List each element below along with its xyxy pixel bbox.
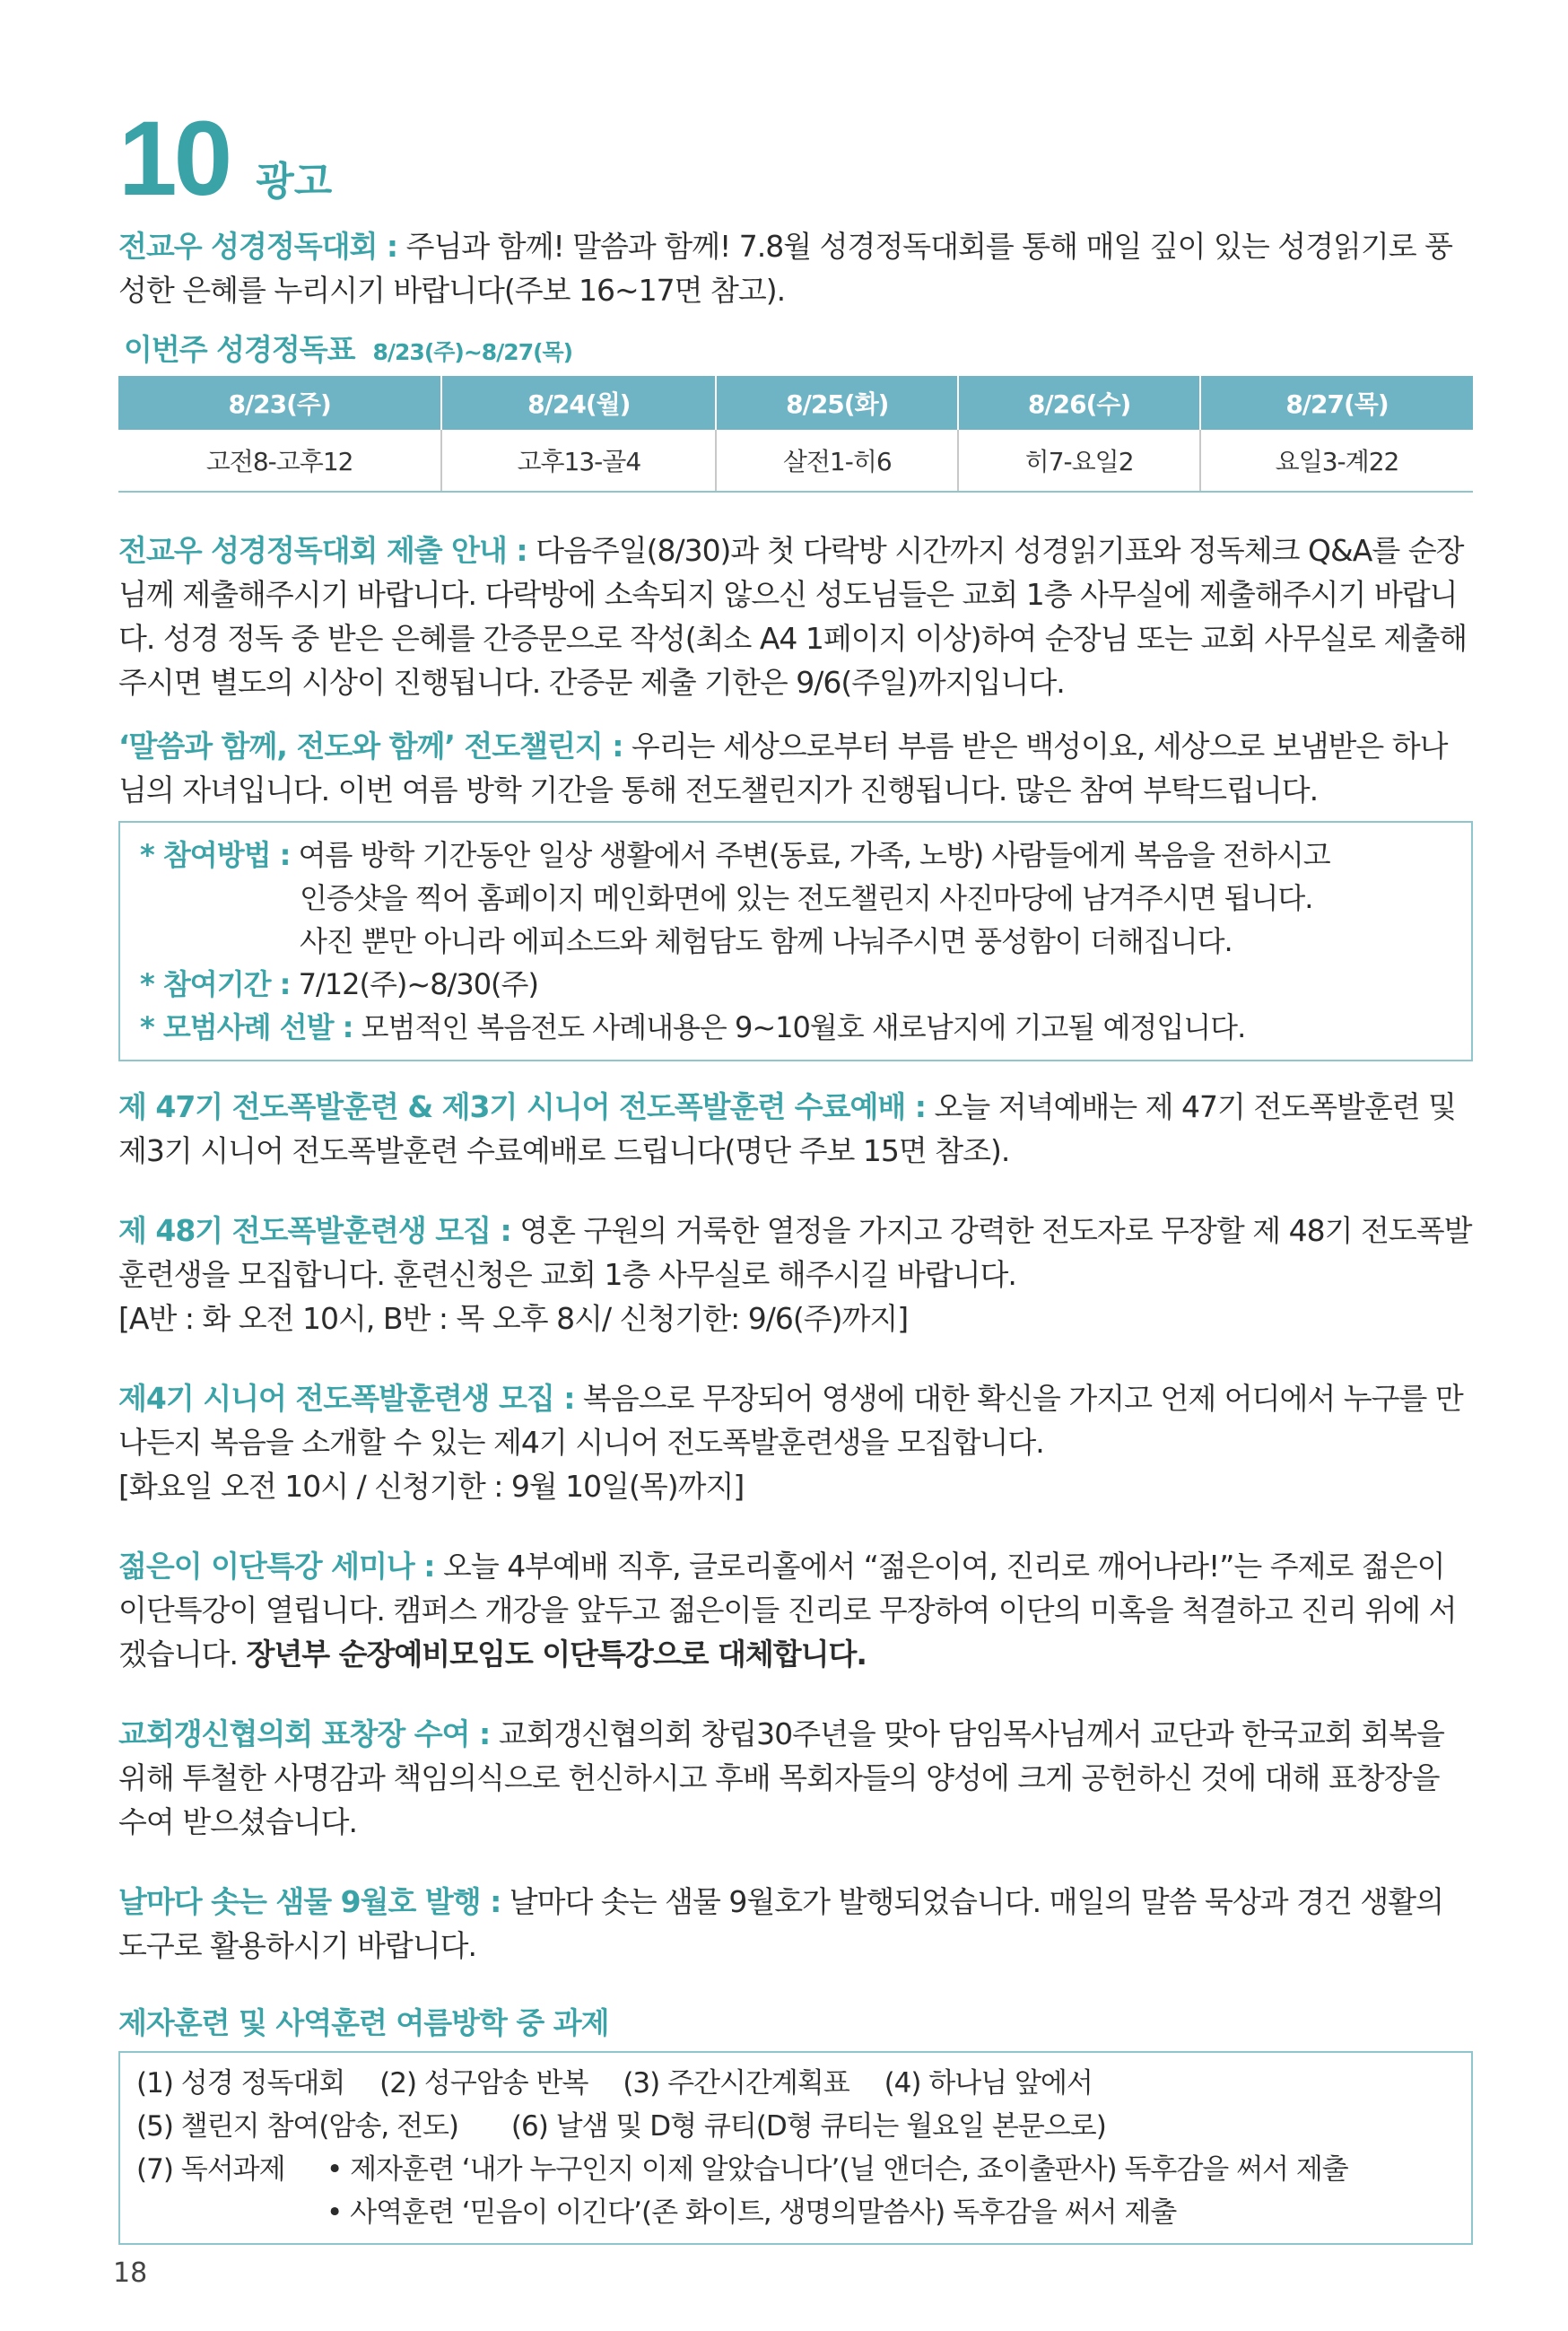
announcement-text [118,1209,1473,1296]
tasks-box [118,2051,1473,2245]
announcement-title: ‘말씀과 함께, 전도와 함께’ 전도챌린지 : [118,729,623,764]
announcement-body: 영혼 구원의 거룩한 열정을 가지고 강력한 전도자로 무장할 제 48기 전도폭발훈련생을 모집합니다. 훈련신청은 교회 1층 사무실로 해주시길 바랍니다. [118,1213,1472,1292]
table-header-cell: 8/27(목) [1200,376,1473,430]
method-label: * 참여방법 : [140,838,291,872]
method-line: 사진 뿐만 아니라 에피소드와 체험담도 함께 나눠주시면 풍성함이 더해집니다. [300,924,1233,958]
table-cell: 요일3-계22 [1200,430,1473,492]
participation-method [140,834,1451,877]
reading-table-range: 8/23(주)~8/27(목) [372,339,573,365]
announcement-body: 오늘 저녁예배는 제 47기 전도폭발훈련 및 제3기 시니어 전도폭발훈련 수료예배로 드립니다(명단 주보 15면 참조). [118,1089,1456,1168]
announcement-heresy-seminar [118,1544,1473,1676]
announcement-body: 우리는 세상으로부터 부름 받은 백성이요, 세상으로 보냄받은 하나님의 자녀입니다. 이번 여름 방학 기간을 통해 전도챌린지가 진행됩니다. 많은 참여 부탁드립니다. [118,729,1448,808]
table-cell: 살전1-히6 [716,430,958,492]
announcements [118,224,1473,2245]
announcement-title: 제 47기 전도폭발훈련 & 제3기 시니어 전도폭발훈련 수료예배 : [118,1089,926,1124]
task-item: (5) 챌린지 참여(암송, 전도) [136,2110,459,2143]
task-item: (1) 성경 정독대회 [136,2067,345,2100]
task-item: • 사역훈련 ‘믿음이 이긴다’(존 화이트, 생명의말씀사) 독후감을 써서 제출 [327,2196,1177,2229]
announcement-title: 전교우 성경정독대회 : [118,229,398,264]
table-header-row [118,376,1473,430]
page-number: 18 [113,2257,148,2289]
best-case-selection [140,1006,1451,1049]
announcement-evangelism-challenge [118,724,1473,812]
section-number: 10 [118,100,230,218]
task-item: (2) 성구암송 반복 [379,2067,588,2100]
task-item: (4) 하나님 앞에서 [884,2067,1093,2100]
table-row [118,430,1473,492]
reading-table-heading [124,327,1473,369]
announcement-award [118,1712,1473,1844]
task-label: (7) 독서과제 [136,2153,285,2186]
announcement-reading-contest [118,224,1473,312]
announcement-senior-ee-recruit [118,1376,1473,1508]
tasks-row [136,2105,1455,2148]
announcement-text [118,1376,1473,1464]
announcement-title: 전교우 성경정독대회 제출 안내 : [118,533,527,568]
participation-period [140,963,1451,1006]
announcement-schedule: [화요일 오전 10시 / 신청기한 : 9월 10일(목)까지] [118,1469,745,1504]
period-value: 7/12(주)~8/30(주) [290,967,538,1001]
announcement-title: 제4기 시니어 전도폭발훈련생 모집 : [118,1381,575,1416]
announcement-graduation-service [118,1085,1473,1173]
table-cell: 히7-요일2 [958,430,1200,492]
announcement-submission-guide [118,528,1473,704]
announcement-title: 교회갱신협의회 표창장 수여 : [118,1716,491,1751]
announcement-emphasis: 장년부 순장예비모임도 이단특강으로 대체합니다. [246,1637,867,1672]
tasks-row [136,2062,1455,2105]
announcement-body: 복음으로 무장되어 영생에 대한 확신을 가지고 언제 어디에서 누구를 만나든지 복음을 소개할 수 있는 제4기 시니어 전도폭발훈련생을 모집합니다. [118,1381,1463,1460]
announcement-title: 젊은이 이단특강 세미나 : [118,1549,435,1584]
reading-table-title: 이번주 성경정독표 [124,332,355,367]
table-header-cell: 8/23(주) [118,376,441,430]
announcement-ee-recruit [118,1209,1473,1340]
task-item: • 제자훈련 ‘내가 누구인지 이제 알았습니다’(닐 앤더슨, 죠이출판사) 독후감을 써서 제출 [327,2153,1348,2186]
announcement-title: 제 48기 전도폭발훈련생 모집 : [118,1213,511,1248]
page-header [118,100,333,218]
announcement-body: 날마다 솟는 샘물 9월호가 발행되었습니다. 매일의 말씀 묵상과 경건 생활의 도구로 활용하시기 바랍니다. [118,1884,1443,1963]
announcement-schedule: [A반 : 화 오전 10시, B반 : 목 오후 8시/ 신청기한: 9/6(주)까지] [118,1301,909,1336]
method-line: 인증샷을 찍어 홈페이지 메인화면에 있는 전도챌린지 사진마당에 남겨주시면 됩니다. [300,881,1313,915]
task-item: (6) 날샘 및 D형 큐티(D형 큐티는 월요일 본문으로) [510,2110,1106,2143]
table-header-cell: 8/26(수) [958,376,1200,430]
method-line: 여름 방학 기간동안 일상 생활에서 주변(동료, 가족, 노방) 사람들에게 복음을 전하시고 [298,838,1330,872]
challenge-details-box [118,821,1473,1061]
announcement-body: 교회갱신협의회 창립30주년을 맞아 담임목사님께서 교단과 한국교회 회복을 위해 투철한 사명감과 책임의식으로 헌신하시고 후배 목회자들의 양성에 크게 공헌하신 것에 대해 표창장을 수여 받으셨습니다. [118,1716,1444,1839]
table-header-cell: 8/25(화) [716,376,958,430]
selection-label: * 모범사례 선발 : [140,1010,353,1044]
announcement-title: 날마다 솟는 샘물 9월호 발행 : [118,1884,501,1919]
tasks-heading: 제자훈련 및 사역훈련 여름방학 중 과제 [118,2005,609,2040]
table-header-cell: 8/24(월) [441,376,716,430]
reading-schedule-table [118,376,1473,493]
announcement-body: 다음주일(8/30)과 첫 다락방 시간까지 성경읽기표와 정독체크 Q&A를 순장님께 제출해주시기 바랍니다. 다락방에 소속되지 않으신 성도님들은 교회 1층 사무실에 제출해주시기 바랍니다. 성경 정독 중 받은 은혜를 간증문으로 작성(최소 A4 1페이지 이상)하여 순장님 또는 교회 사무실로 제출해주시면 별도의 시상이 진행됩니다. 간증문 제출 기한은 9/6(주일)까지입니다. [118,533,1468,700]
period-label: * 참여기간 : [140,967,291,1001]
task-item: (3) 주간시간계획표 [623,2067,849,2100]
selection-value: 모범적인 복음전도 사례내용은 9~10월호 새로남지에 기고될 예정입니다. [353,1010,1246,1044]
tasks-row [136,2148,1455,2191]
table-cell: 고전8-고후12 [118,430,441,492]
announcement-devotional-issue [118,1880,1473,1968]
announcement-body: 오늘 4부예배 직후, 글로리홀에서 “젊은이여, 진리로 깨어나라!”는 주제로 젊은이 이단특강이 열립니다. 캠퍼스 개강을 앞두고 젊은이들 진리로 무장하여 이단의 미혹을 척결하고 진리 위에 서겠습니다. [118,1549,1457,1672]
table-cell: 고후13-골4 [441,430,716,492]
section-title: 광고 [256,159,333,205]
announcement-body: 주님과 함께! 말씀과 함께! 7.8월 성경정독대회를 통해 매일 깊이 있는 성경읽기로 풍성한 은혜를 누리시기 바랍니다(주보 16~17면 참고). [118,229,1452,308]
